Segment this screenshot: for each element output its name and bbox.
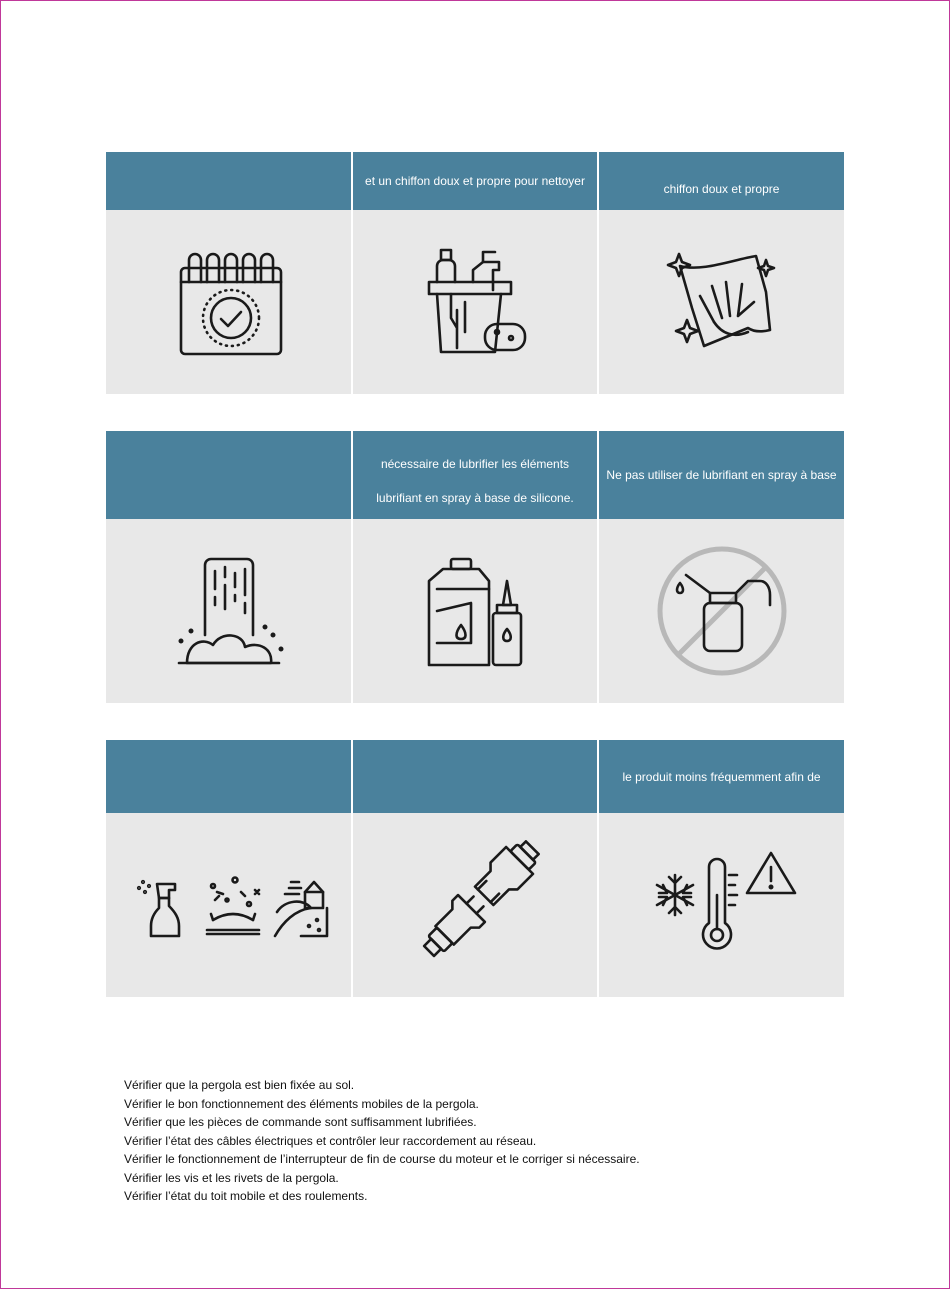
header-text-line-2: lubrifiant en spray à base de silicone. xyxy=(376,491,574,505)
checklist-item: Vérifier le fonctionnement de l’interrupteur de fin de course du moteur et le corriger si nécessaire. xyxy=(124,1152,640,1166)
cell-2-1 xyxy=(106,431,351,703)
checklist-item: Vérifier que la pergola est bien fixée au sol. xyxy=(124,1078,355,1092)
spray-dust-beach-icons xyxy=(129,870,329,940)
cell-3-3 xyxy=(599,740,844,997)
cell-body xyxy=(353,813,597,997)
cell-body xyxy=(599,210,844,394)
checklist-item: Vérifier l’état du toit mobile et des roulements. xyxy=(124,1189,368,1203)
cell-header xyxy=(353,740,597,813)
cell-header xyxy=(106,152,351,210)
header-text: Ne pas utiliser de lubrifiant en spray à base xyxy=(606,468,837,482)
header-text: et un chiffon doux et propre pour nettoyer xyxy=(365,174,585,188)
cell-body xyxy=(106,210,351,394)
cell-body xyxy=(599,519,844,703)
cell-body xyxy=(599,813,844,997)
cell-header xyxy=(353,431,597,519)
cell-1-2 xyxy=(353,152,597,394)
cell-1-1 xyxy=(106,152,351,394)
hand-wiping-cloth-icon xyxy=(662,242,782,362)
calendar-check-icon xyxy=(169,242,289,362)
checklist-item: Vérifier le bon fonctionnement des éléments mobiles de la pergola. xyxy=(124,1096,479,1111)
checklist-item: Vérifier que les pièces de commande sont suffisamment lubrifiées. xyxy=(124,1115,477,1129)
cleaning-supplies-icon xyxy=(415,242,535,362)
cell-body xyxy=(353,519,597,703)
maintenance-checklist xyxy=(124,1076,824,1206)
cell-header xyxy=(599,431,844,519)
thermometer-icon xyxy=(703,859,737,948)
cell-header xyxy=(599,152,844,210)
cell-header xyxy=(353,152,597,210)
checklist-item: Vérifier l’état des câbles électriques et contrôler leur raccordement au réseau. xyxy=(124,1133,537,1148)
lubricant-bottles-icon xyxy=(415,551,535,671)
snowflake-icon xyxy=(657,875,693,915)
maintenance-row-2 xyxy=(106,431,844,703)
cell-2-2 xyxy=(353,431,597,703)
beach-wave-icon xyxy=(275,882,327,936)
no-oil-spray-icon xyxy=(652,541,792,681)
cell-3-2 xyxy=(353,740,597,997)
cell-body xyxy=(106,519,351,703)
cell-header xyxy=(599,740,844,813)
checklist-item: Vérifier les vis et les rivets de la pergola. xyxy=(124,1170,339,1185)
cell-header xyxy=(106,431,351,519)
cell-3-1 xyxy=(106,740,351,997)
header-text: le produit moins fréquemment afin de xyxy=(622,769,821,784)
cell-body xyxy=(106,813,351,997)
spray-bottle-icon xyxy=(138,881,179,936)
cell-header xyxy=(106,740,351,813)
maintenance-row-3 xyxy=(106,740,844,997)
header-text-line-1: nécessaire de lubrifier les éléments xyxy=(380,457,570,471)
electrical-connector-icon xyxy=(410,840,540,970)
cell-body xyxy=(353,210,597,394)
cold-temperature-warning-icon xyxy=(647,845,797,965)
warning-triangle-icon xyxy=(747,853,795,893)
cell-2-3 xyxy=(599,431,844,703)
cell-1-3 xyxy=(599,152,844,394)
waterfall-icon xyxy=(169,551,289,671)
maintenance-row-1 xyxy=(106,152,844,394)
dust-particles-icon xyxy=(207,878,259,935)
header-text: chiffon doux et propre xyxy=(663,182,780,196)
